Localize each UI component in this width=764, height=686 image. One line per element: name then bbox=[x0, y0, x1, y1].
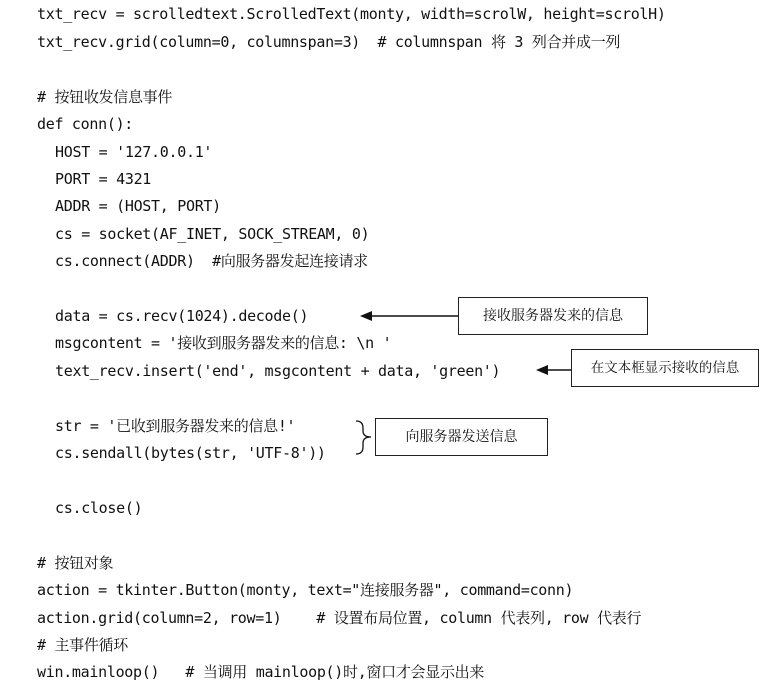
display-arrow-icon bbox=[536, 365, 571, 375]
send-brace-icon bbox=[356, 421, 371, 454]
callout-send: 向服务器发送信息 bbox=[375, 418, 548, 456]
receive-arrow-icon bbox=[360, 311, 458, 321]
code-line-2: txt_recv.grid(column=0, columnspan=3) # columnspan 将 3 列合并成一列 bbox=[37, 33, 621, 51]
code-msgcontent: msgcontent = '接收到服务器发来的信息: \n ' bbox=[55, 334, 392, 352]
callout-receive: 接收服务器发来的信息 bbox=[458, 297, 648, 335]
code-mainloop: win.mainloop() # 当调用 mainloop()时,窗口才会显示出来 bbox=[37, 663, 485, 681]
code-host: HOST = '127.0.0.1' bbox=[55, 143, 213, 161]
code-recv: data = cs.recv(1024).decode() bbox=[55, 307, 309, 325]
code-comment-mainloop: # 主事件循环 bbox=[37, 636, 128, 654]
code-str: str = '已收到服务器发来的信息!' bbox=[55, 417, 296, 435]
code-action-grid: action.grid(column=2, row=1) # 设置布局位置, column 代表列, row 代表行 bbox=[37, 609, 642, 627]
code-port: PORT = 4321 bbox=[55, 170, 152, 188]
code-connect: cs.connect(ADDR) #向服务器发起连接请求 bbox=[55, 252, 368, 270]
code-close: cs.close() bbox=[55, 499, 143, 517]
code-socket: cs = socket(AF_INET, SOCK_STREAM, 0) bbox=[55, 225, 370, 243]
callout-display: 在文本框显示接收的信息 bbox=[571, 349, 759, 387]
code-insert: text_recv.insert('end', msgcontent + data, 'green') bbox=[55, 362, 501, 380]
code-addr: ADDR = (HOST, PORT) bbox=[55, 197, 221, 215]
code-action-button: action = tkinter.Button(monty, text="连接服务器", command=conn) bbox=[37, 581, 574, 599]
code-def-conn: def conn(): bbox=[37, 115, 134, 133]
code-sendall: cs.sendall(bytes(str, 'UTF-8')) bbox=[55, 444, 326, 462]
code-comment-button-object: # 按钮对象 bbox=[37, 554, 114, 572]
code-comment-button-events: # 按钮收发信息事件 bbox=[37, 88, 173, 106]
code-line-1: txt_recv = scrolledtext.ScrolledText(monty, width=scrolW, height=scrolH) bbox=[37, 5, 666, 23]
